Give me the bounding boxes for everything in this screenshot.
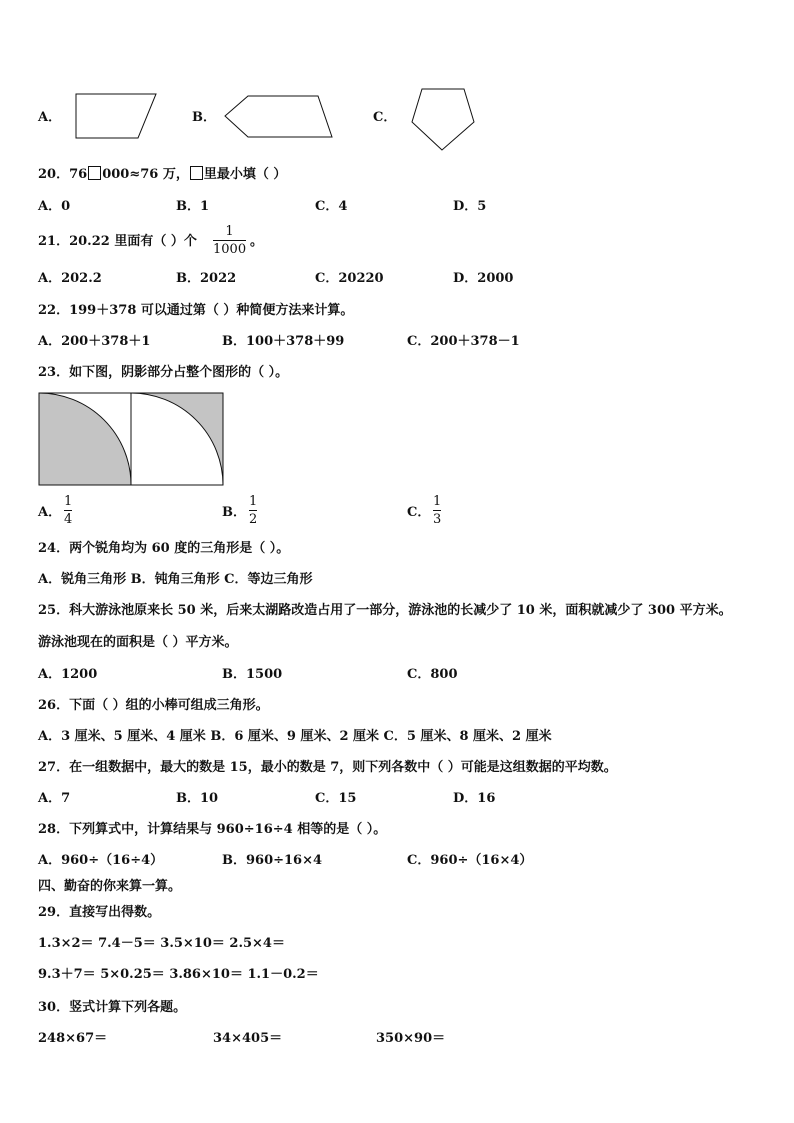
- blank-box: [190, 166, 203, 180]
- q29-stem: 29．直接写出得数。: [38, 905, 161, 920]
- q25-stem-line2: 游泳池现在的面积是（ ）平方米。: [38, 635, 238, 650]
- q27-option-d: D．16: [453, 791, 496, 806]
- regular-pentagon-figure: [404, 86, 480, 154]
- q21-option-c: C．20220: [315, 271, 384, 286]
- q24-options: A．锐角三角形 B．钝角三角形 C．等边三角形: [38, 572, 313, 587]
- q21-fraction: [213, 224, 246, 257]
- q23-fraction-b: [249, 494, 257, 527]
- q23-stem: 23．如下图，阴影部分占整个图形的（ ）。: [38, 365, 289, 380]
- q23-fraction-a: [64, 494, 72, 527]
- q23-option-c: C．: [407, 505, 431, 520]
- q27-stem: 27．在一组数据中，最大的数是 15，最小的数是 7，则下列各数中（ ）可能是这组数据的平均数。: [38, 760, 617, 775]
- q26-options: A．3 厘米、5 厘米、4 厘米 B．6 厘米、9 厘米、2 厘米 C．5 厘米、8 厘米、2 厘米: [38, 729, 552, 744]
- q20-option-a: A．0: [38, 199, 71, 214]
- q29-row1: 1.3×2＝ 7.4－5＝ 3.5×10＝ 2.5×4＝: [38, 936, 285, 951]
- shaded-quarter-circles-figure: [38, 392, 226, 487]
- fraction-numerator: 1: [225, 224, 234, 239]
- q28-option-a: A．960÷（16÷4）: [38, 853, 164, 868]
- q30-item-a: 248×67＝: [38, 1031, 108, 1046]
- q27-option-b: B．10: [176, 791, 219, 806]
- fraction-numerator: 1: [249, 494, 258, 509]
- parallelogram-figure: [72, 92, 160, 142]
- q25-stem-line1: 25．科大游泳池原来长 50 米，后来太湖路改造占用了一部分，游泳池的长减少了 10 米，面积就减少了 300 平方米。: [38, 603, 732, 618]
- q27-option-a: A．7: [38, 791, 71, 806]
- fraction-numerator: 1: [64, 494, 73, 509]
- q22-option-c: C．200＋378－1: [407, 334, 520, 349]
- q25-option-b: B．1500: [222, 667, 283, 682]
- q21-stem-end: 。: [250, 234, 264, 249]
- q29-row2: 9.3＋7＝ 5×0.25＝ 3.86×10＝ 1.1－0.2＝: [38, 967, 319, 982]
- q23-option-b: B．: [222, 505, 246, 520]
- q30-item-b: 34×405＝: [213, 1031, 283, 1046]
- q28-stem: 28．下列算式中，计算结果与 960÷16÷4 相等的是（ ）。: [38, 822, 387, 837]
- q20-stem: 20．76 000≈76 万， 里最小填（ ）: [38, 167, 287, 182]
- q28-option-b: B．960÷16×4: [222, 853, 323, 868]
- q21-stem: 21．20.22 里面有（ ）个: [38, 234, 197, 249]
- pentagon-irregular-figure: [222, 94, 337, 142]
- q21-option-d: D．2000: [453, 271, 514, 286]
- q24-stem: 24．两个锐角均为 60 度的三角形是（ ）。: [38, 541, 290, 556]
- fraction-denominator: 4: [64, 512, 73, 527]
- q27-option-c: C．15: [315, 791, 357, 806]
- q20-option-b: B．1: [176, 199, 210, 214]
- fraction-denominator: 3: [433, 512, 442, 527]
- fraction-denominator: 2: [249, 512, 258, 527]
- q23-option-a: A．: [38, 505, 62, 520]
- q25-option-a: A．1200: [38, 667, 98, 682]
- q19-option-c-label: C．: [373, 110, 397, 125]
- blank-box: [88, 166, 101, 180]
- q30-item-c: 350×90＝: [376, 1031, 446, 1046]
- q25-option-c: C．800: [407, 667, 458, 682]
- q20-option-d: D．5: [453, 199, 487, 214]
- section-heading: 四、勤奋的你来算一算。: [38, 879, 182, 894]
- q21-option-b: B．2022: [176, 271, 237, 286]
- q26-stem: 26．下面（ ）组的小棒可组成三角形。: [38, 698, 269, 713]
- q19-option-a-label: A．: [38, 110, 62, 125]
- q28-option-c: C．960÷（16×4）: [407, 853, 533, 868]
- q21-option-a: A．202.2: [38, 271, 102, 286]
- q22-option-b: B．100＋378＋99: [222, 334, 345, 349]
- fraction-denominator: 1000: [213, 242, 247, 257]
- q20-option-c: C．4: [315, 199, 348, 214]
- fraction-numerator: 1: [433, 494, 442, 509]
- q30-stem: 30．竖式计算下列各题。: [38, 1000, 187, 1015]
- q22-stem: 22．199＋378 可以通过第（ ）种简便方法来计算。: [38, 303, 354, 318]
- q22-option-a: A．200＋378＋1: [38, 334, 151, 349]
- q23-fraction-c: [433, 494, 441, 527]
- q19-option-b-label: B．: [192, 110, 216, 125]
